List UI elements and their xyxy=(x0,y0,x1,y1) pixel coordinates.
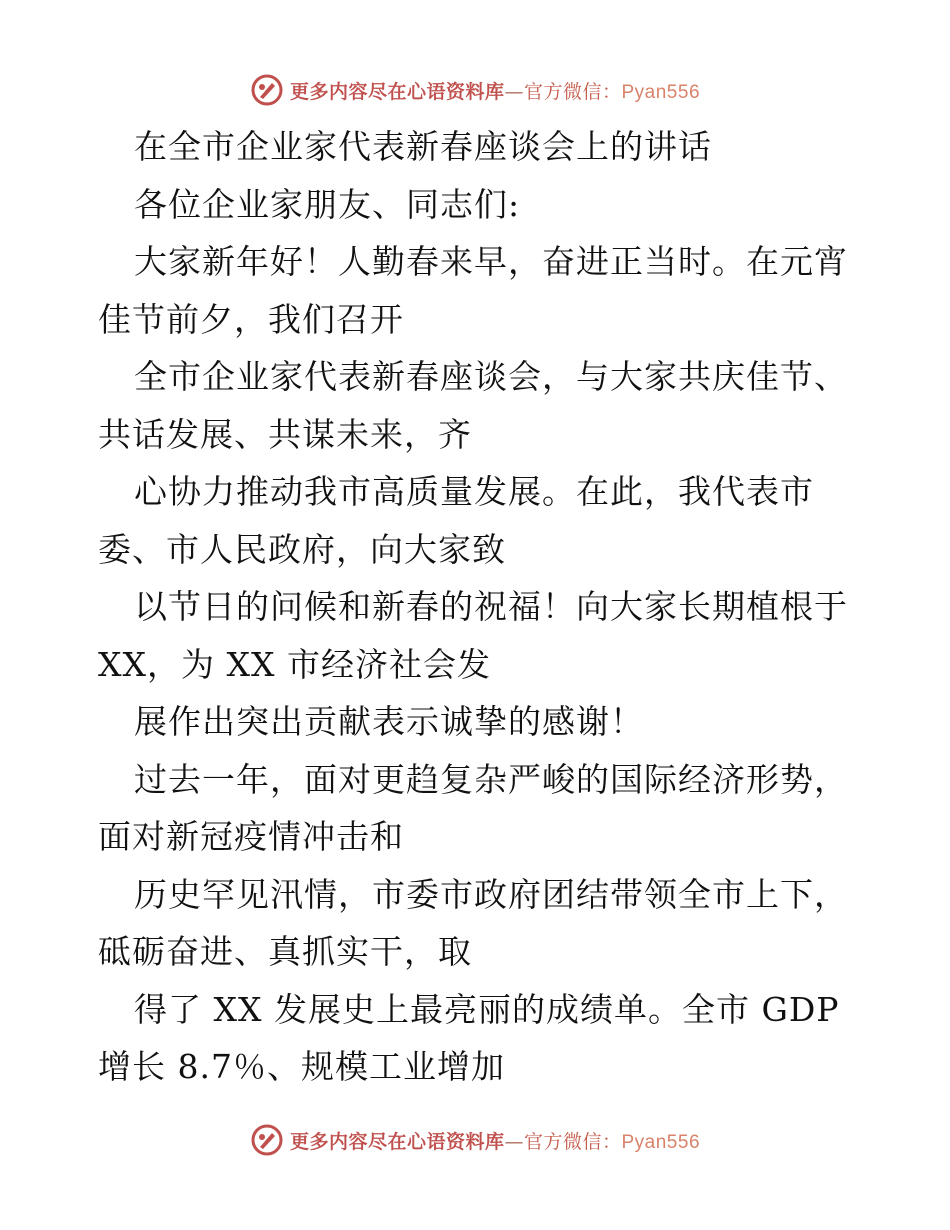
document-title: 在全市企业家代表新春座谈会上的讲话 xyxy=(134,127,712,166)
paragraph-line: 过去一年，面对更趋复杂严峻的国际经济形势， xyxy=(134,759,848,799)
paragraph-line: 心协力推动我市高质量发展。在此，我代表市 xyxy=(134,472,814,511)
paragraph-line: 以节日的问候和新春的祝福！向大家长期植根于 xyxy=(134,587,848,626)
document-body xyxy=(98,118,878,1096)
paragraph-line: 面对新冠疫情冲击和 xyxy=(98,817,404,856)
paragraph-line: 砥砺奋进、真抓实干，取 xyxy=(98,932,472,971)
watermark-wechat-id: Pyan556 xyxy=(621,1131,701,1153)
logo-icon xyxy=(250,73,284,107)
footer-watermark xyxy=(0,1120,950,1160)
paragraph-line: 全市企业家代表新春座谈会，与大家共庆佳节、 xyxy=(134,357,848,396)
paragraph-line: 共话发展、共谋未来，齐 xyxy=(98,414,472,454)
paragraph-line: 展作出突出贡献表示诚挚的感谢！ xyxy=(134,702,644,741)
watermark-wechat-label: 官方微信： xyxy=(523,1130,622,1153)
watermark-dash: — xyxy=(504,1130,524,1153)
paragraph-line: 大家新年好！人勤春来早，奋进正当时。在元宵 xyxy=(134,242,848,281)
salutation: 各位企业家朋友、同志们: xyxy=(134,184,521,224)
paragraph-line: 得了 XX 发展史上最亮丽的成绩单。全市 GDP xyxy=(134,989,840,1029)
watermark-main-text: 更多内容尽在心语资料库 xyxy=(289,80,505,103)
header-watermark xyxy=(0,70,950,110)
watermark-dash: — xyxy=(504,80,524,103)
paragraph-line: 增长 8.7％、规模工业增加 xyxy=(98,1047,505,1086)
watermark-wechat-id: Pyan556 xyxy=(621,81,701,103)
paragraph-line: 佳节前夕，我们召开 xyxy=(98,299,404,339)
paragraph-line: XX，为 XX 市经济社会发 xyxy=(98,644,491,684)
logo-icon xyxy=(250,1123,284,1157)
paragraph-line: 委、市人民政府，向大家致 xyxy=(98,529,506,569)
watermark-main-text: 更多内容尽在心语资料库 xyxy=(289,1130,505,1153)
watermark-wechat-label: 官方微信： xyxy=(523,80,622,103)
paragraph-line: 历史罕见汛情，市委市政府团结带领全市上下， xyxy=(134,874,848,914)
